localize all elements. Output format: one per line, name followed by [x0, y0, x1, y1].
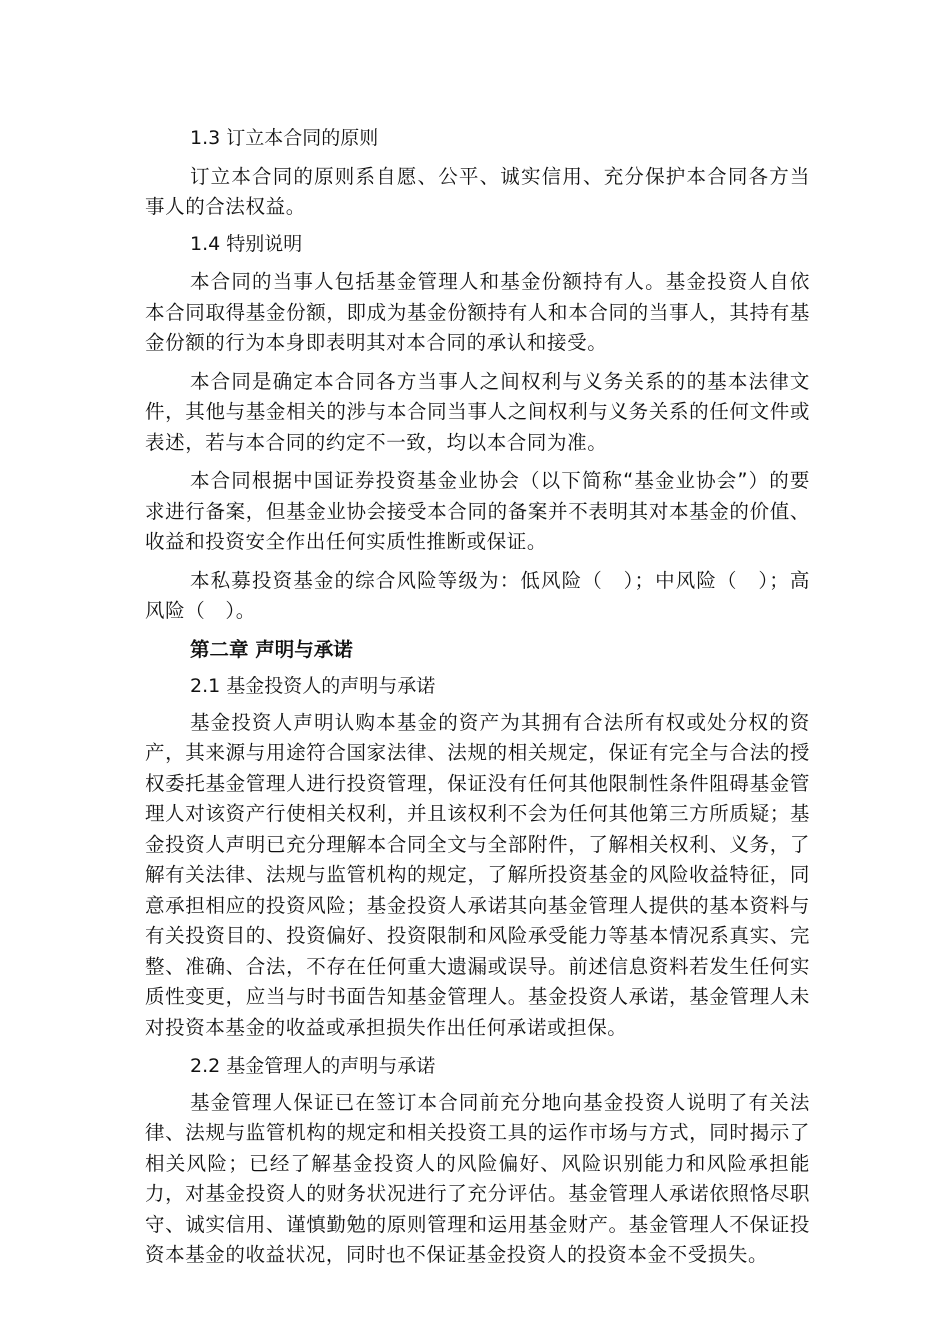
- paragraph-manager-declaration: 基金管理人保证已在签订本合同前充分地向基金投资人说明了有关法律、法规与监管机构的规定和相关投资工具的运作市场与方式，同时揭示了相关风险；已经了解基金投资人的风险偏好、风险识别能力和风险承担能力，对基金投资人的财务状况进行了充分评估。基金管理人承诺依照恪尽职守、诚实信用、谨慎勤勉的原则管理和运用基金财产。基金管理人不保证投资本基金的收益状况，同时也不保证基金投资人的投资本金不受损失。: [145, 1090, 810, 1266]
- paragraph-investor-declaration: 基金投资人声明认购本基金的资产为其拥有合法所有权或处分权的资产，其来源与用途符合国家法律、法规的相关规定，保证有完全与合法的授权委托基金管理人进行投资管理，保证没有任何其他限制性条件阻碍基金管理人对该资产行使相关权利，并且该权利不会为任何其他第三方所质疑；基金投资人声明已充分理解本合同全文与全部附件，了解相关权利、义务，了解有关法律、法规与监管机构的规定，了解所投资基金的风险收益特征，同意承担相应的投资风险；基金投资人承诺其向基金管理人提供的基本资料与有关投资目的、投资偏好、投资限制和风险承受能力等基本情况系真实、完整、准确、合法，不存在任何重大遗漏或误导。前述信息资料若发生任何实质性变更，应当与时书面告知基金管理人。基金投资人承诺，基金管理人未对投资本基金的收益或承担损失作出任何承诺或担保。: [145, 710, 810, 1039]
- paragraph-filing: 本合同根据中国证券投资基金业协会（以下简称“基金业协会”）的要求进行备案，但基金业协会接受本合同的备案并不表明其对本基金的价值、收益和投资安全作出任何实质性推断或保证。: [145, 469, 810, 553]
- section-heading-1-4: 1.4 特别说明: [190, 232, 303, 255]
- section-heading-1-3: 1.3 订立本合同的原则: [190, 127, 379, 149]
- paragraph-parties: 本合同的当事人包括基金管理人和基金份额持有人。基金投资人自依本合同取得基金份额，即成为基金份额持有人和本合同的当事人，其持有基金份额的行为本身即表明其对本合同的承认和接受。: [145, 270, 810, 354]
- paragraph-principles: 订立本合同的原则系自愿、公平、诚实信用、充分保护本合同各方当事人的合法权益。: [145, 164, 810, 218]
- document-body: [145, 123, 810, 1271]
- section-heading-2-2: 2.2 基金管理人的声明与承诺: [190, 1055, 436, 1077]
- section-heading-2-1: 2.1 基金投资人的声明与承诺: [190, 675, 436, 697]
- paragraph-risk-level: 本私募投资基金的综合风险等级为：低风险（ ）；中风险（ ）；高风险（ ）。: [145, 568, 810, 622]
- paragraph-basic-legal-document: 本合同是确定本合同各方当事人之间权利与义务关系的的基本法律文件，其他与基金相关的涉与本合同当事人之间权利与义务关系的任何文件或表述，若与本合同的约定不一致，均以本合同为准。: [145, 369, 810, 454]
- chapter-title: 第二章 声明与承诺: [190, 637, 353, 661]
